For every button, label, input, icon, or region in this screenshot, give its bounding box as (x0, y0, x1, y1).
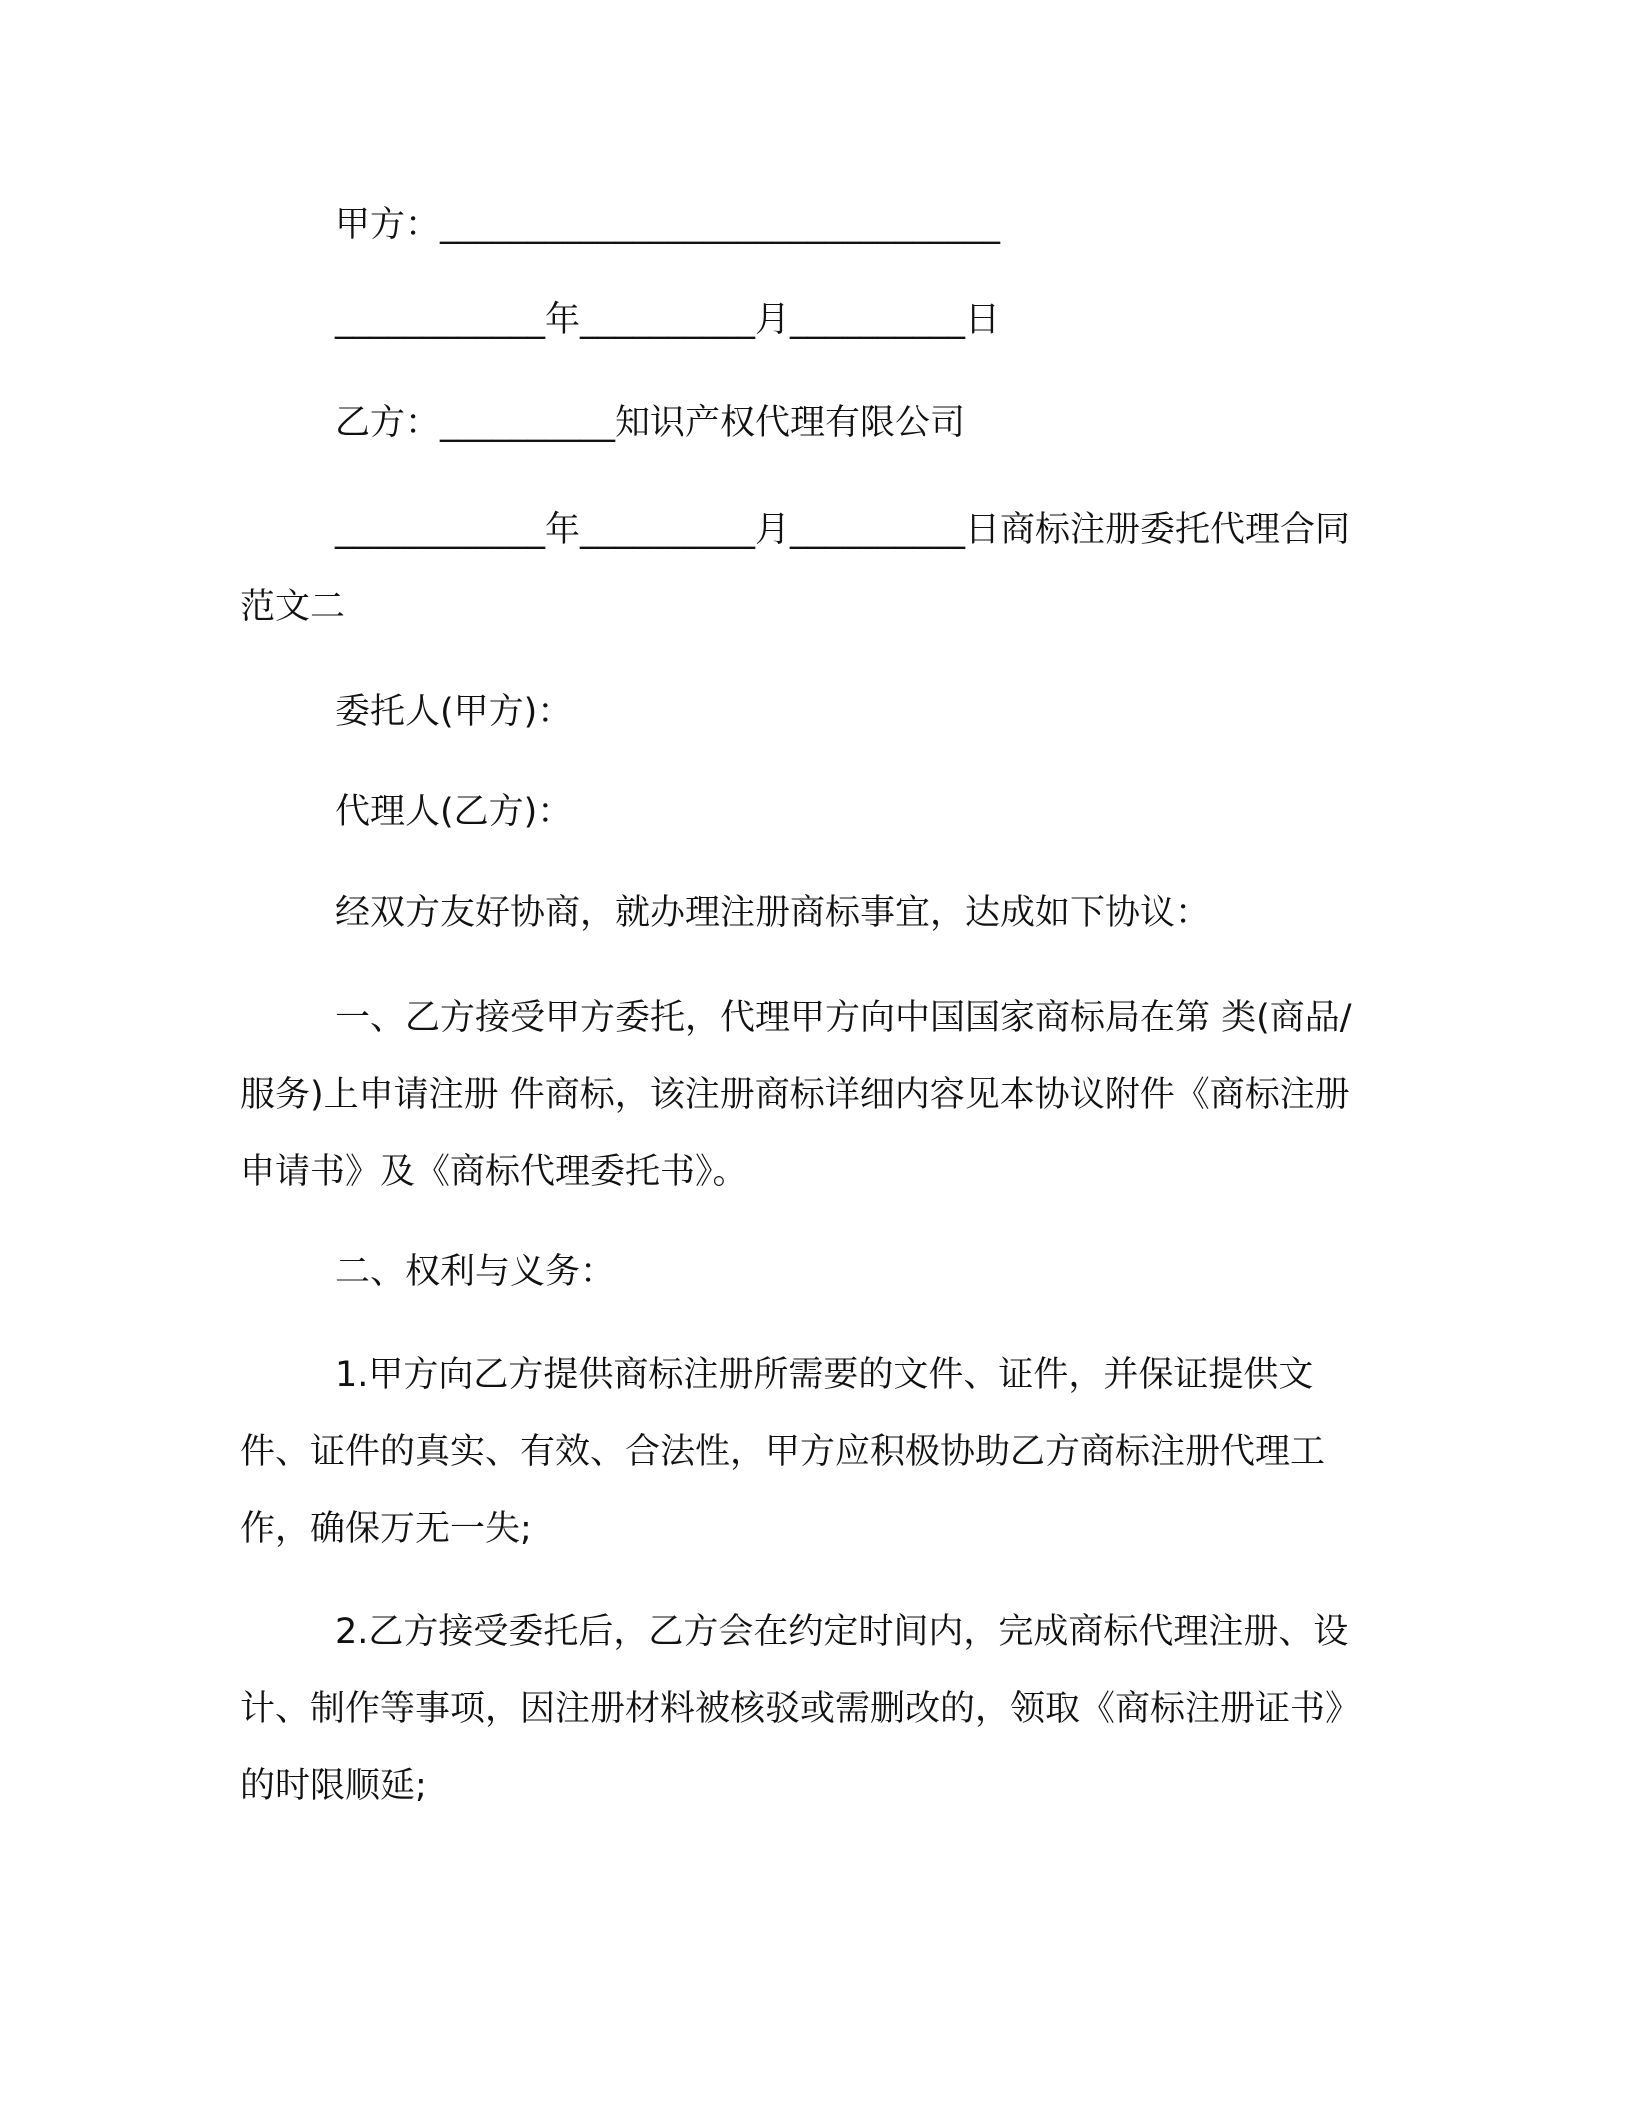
agreement-intro: 经双方友好协商，就办理注册商标事宜，达成如下协议： (335, 893, 1211, 933)
item-2-paragraph: 2.乙方接受委托后，乙方会在约定时间内，完成商标代理注册、设计、制作等事项，因注册材料被核驳或需删改的，领取《商标注册证书》的时限顺延; (240, 1612, 1361, 1806)
agent-line: 代理人(乙方)： (335, 792, 573, 832)
item-1-paragraph: 1.甲方向乙方提供商标注册所需要的文件、证件，并保证提供文件、证件的真实、有效、合法性，甲方应积极协助乙方商标注册代理工作，确保万无一失; (240, 1355, 1326, 1549)
party-b-line: 乙方：__________知识产权代理有限公司 (335, 403, 966, 443)
date-title-paragraph: ____________年__________月__________日商标注册委托代理合同范文二 (240, 510, 1351, 627)
article-1-paragraph: 一、乙方接受甲方委托，代理甲方向中国国家商标局在第 类(商品/服务)上申请注册 件商标，该注册商标详细内容见本协议附件《商标注册申请书》及《商标代理委托书》。 (240, 998, 1352, 1192)
date-line: ____________年__________月__________日 (335, 300, 1001, 340)
party-a-line: 甲方：________________________________ (335, 205, 1001, 245)
principal-line: 委托人(甲方)： (335, 692, 573, 732)
article-2-heading: 二、权利与义务： (335, 1252, 616, 1292)
